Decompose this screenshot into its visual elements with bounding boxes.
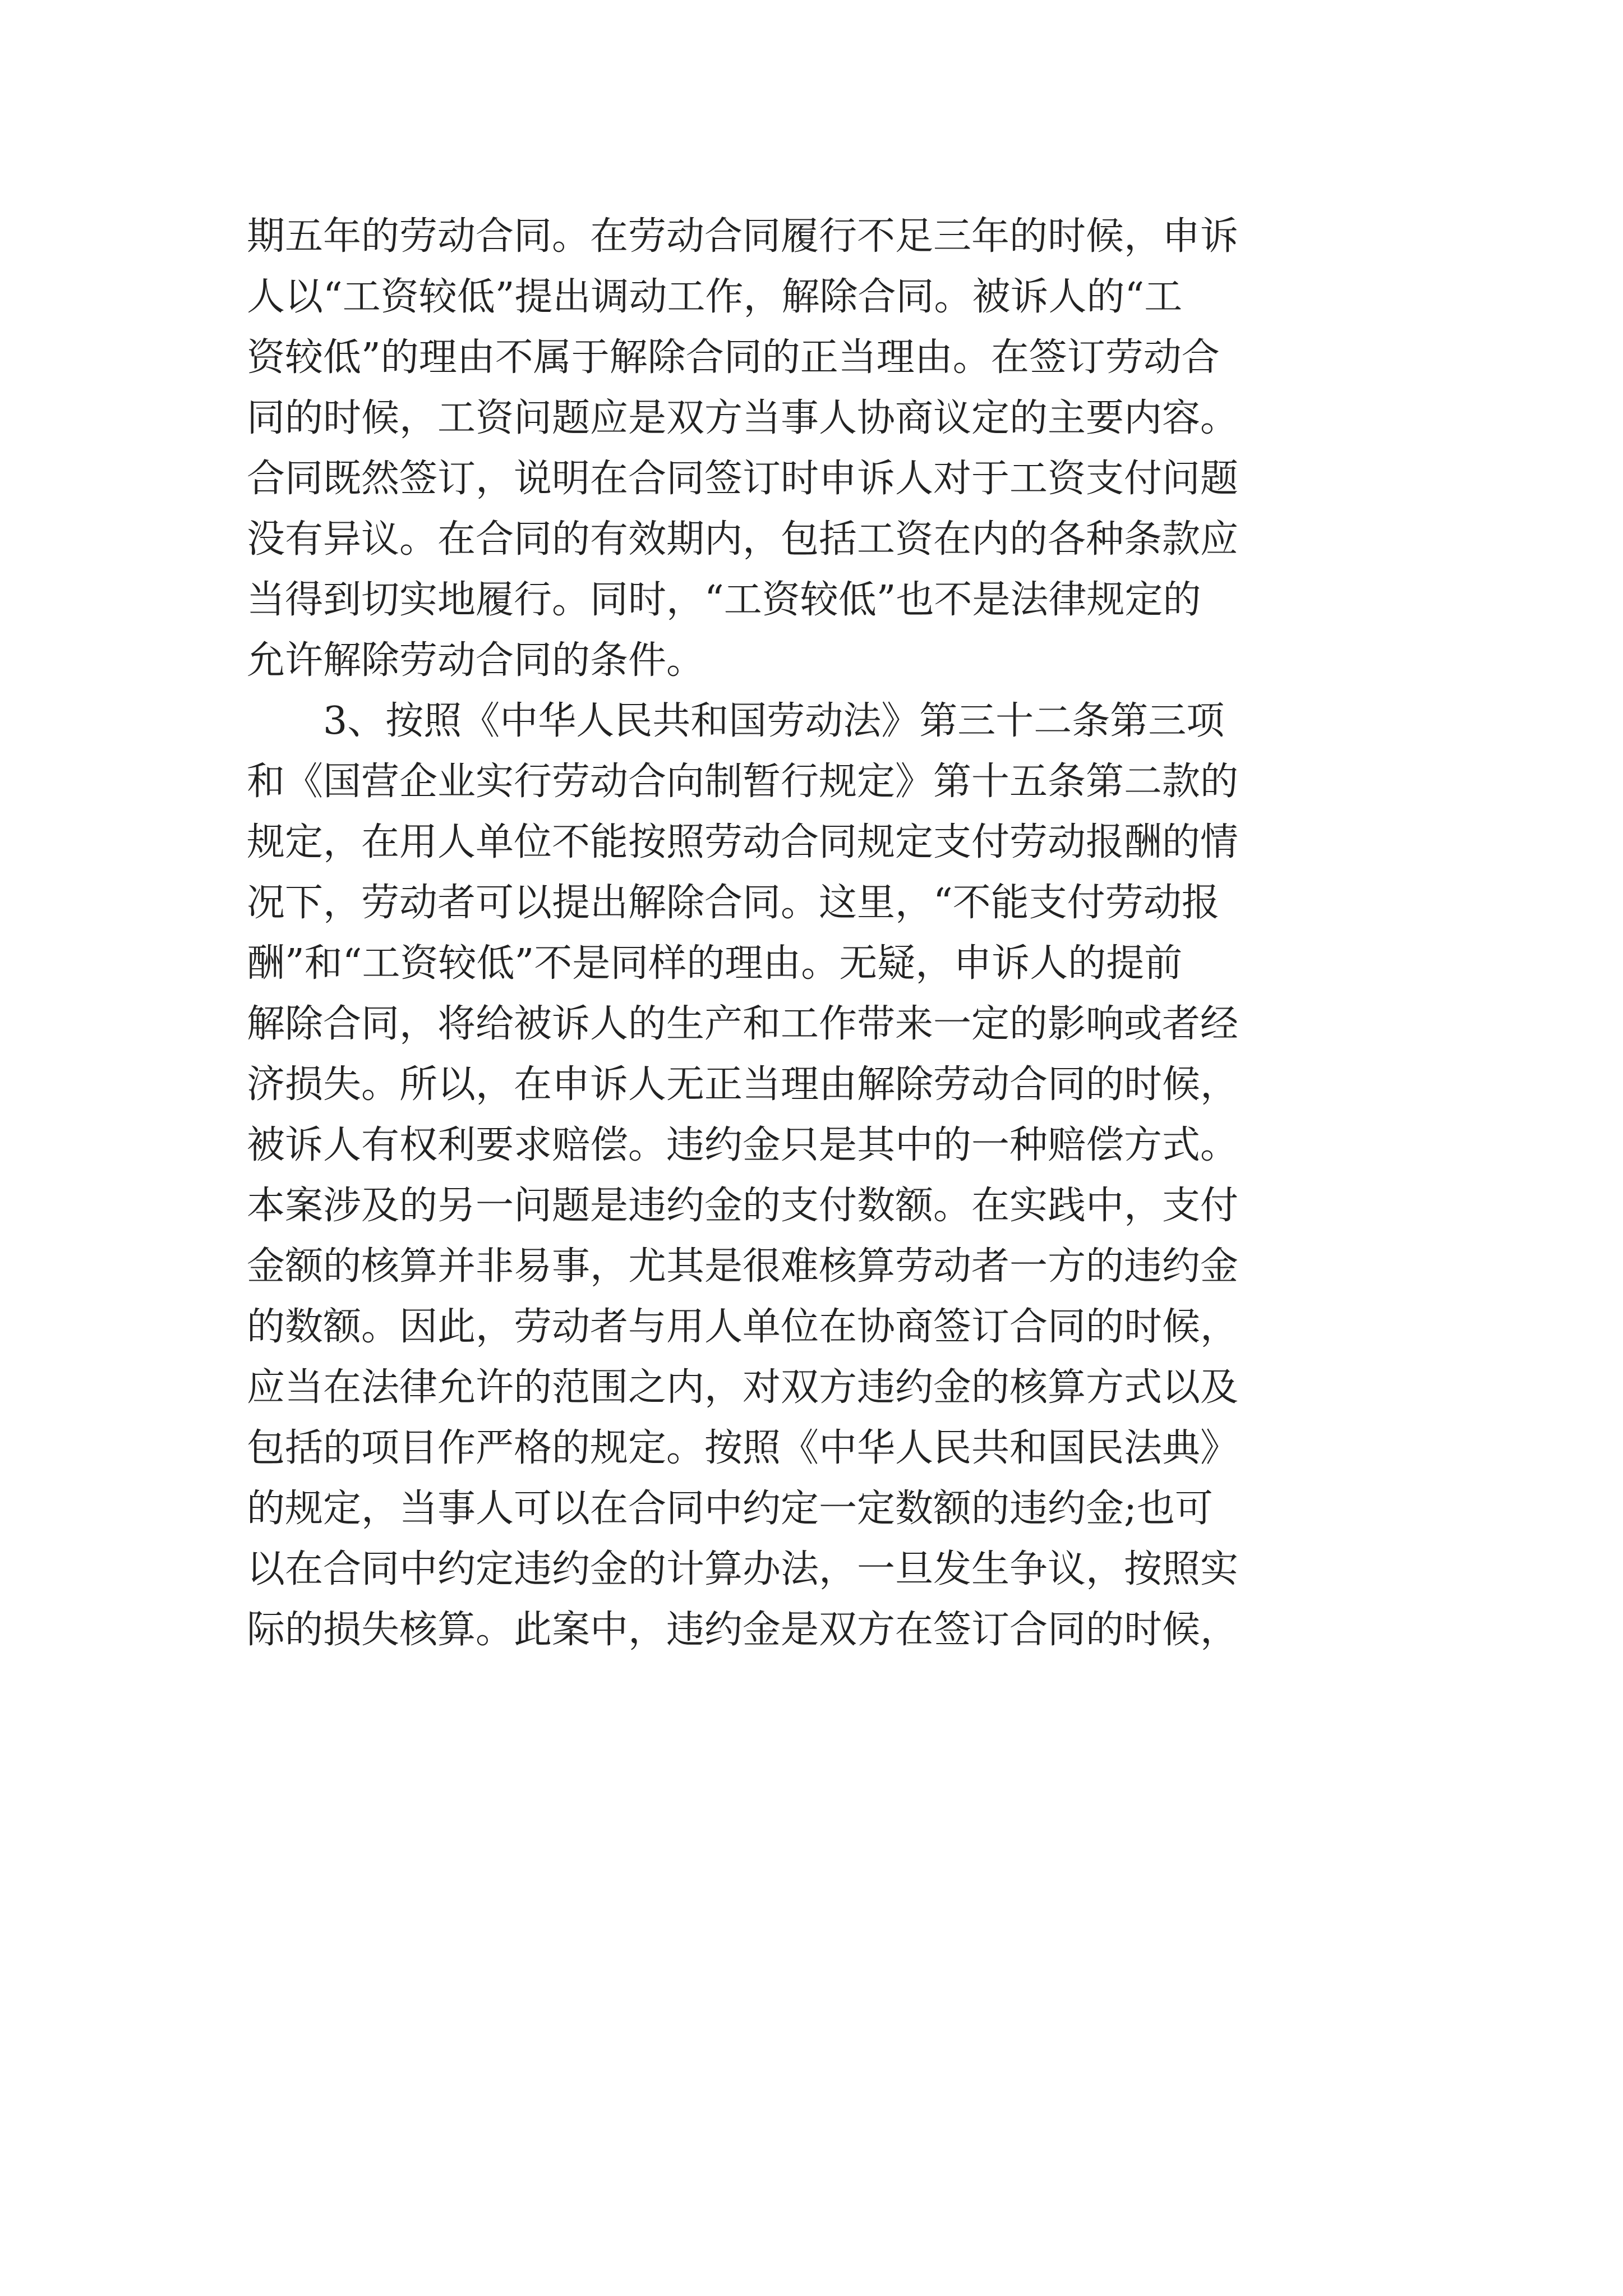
text-line: 允许解除劳动合同的条件。 [247,638,705,683]
text-line: 酬”和“工资较低”不是同样的理由。无疑，申诉人的提前 [247,941,1183,986]
text-line: 资较低”的理由不属于解除合同的正当理由。在签订劳动合 [247,335,1220,380]
text-line: 金额的核算并非易事，尤其是很难核算劳动者一方的违约金 [247,1244,1239,1289]
text-line: 合同既然签订，说明在合同签订时申诉人对于工资支付问题 [247,457,1239,501]
text-line: 被诉人有权利要求赔偿。违约金只是其中的一种赔偿方式。 [247,1123,1239,1167]
text-line: 规定，在用人单位不能按照劳动合同规定支付劳动报酬的情 [247,820,1239,864]
text-line: 的数额。因此，劳动者与用人单位在协商签订合同的时候， [247,1305,1239,1349]
text-line: 包括的项目作严格的规定。按照《中华人民共和国民法典》 [247,1426,1239,1470]
text-line: 同的时候，工资问题应是双方当事人协商议定的主要内容。 [247,396,1239,440]
text-line: 和《国营企业实行劳动合向制暂行规定》第十五条第二款的 [247,760,1239,804]
text-line: 没有异议。在合同的有效期内，包括工资在内的各种条款应 [247,517,1239,562]
text-line: 应当在法律允许的范围之内，对双方违约金的核算方式以及 [247,1365,1239,1410]
paragraph-start-line: 3、按照《中华人民共和国劳动法》第三十二条第三项 [323,699,1225,743]
text-line: 本案涉及的另一问题是违约金的支付数额。在实践中，支付 [247,1184,1239,1228]
text-line: 况下，劳动者可以提出解除合同。这里，“不能支付劳动报 [247,881,1220,925]
text-line: 际的损失核算。此案中，违约金是双方在签订合同的时候， [247,1608,1239,1652]
text-line: 济损失。所以，在申诉人无正当理由解除劳动合同的时候， [247,1062,1239,1107]
body-text [247,206,1391,1660]
text-line: 期五年的劳动合同。在劳动合同履行不足三年的时候，申诉 [247,214,1239,259]
text-line: 人以“工资较低”提出调动工作，解除合同。被诉人的“工 [247,275,1183,319]
text-line: 解除合同，将给被诉人的生产和工作带来一定的影响或者经 [247,1002,1239,1046]
text-line: 当得到切实地履行。同时，“工资较低”也不是法律规定的 [247,578,1201,622]
text-line: 以在合同中约定违约金的计算办法，一旦发生争议，按照实 [247,1547,1239,1591]
text-line: 的规定，当事人可以在合同中约定一定数额的违约金;也可 [247,1487,1213,1531]
